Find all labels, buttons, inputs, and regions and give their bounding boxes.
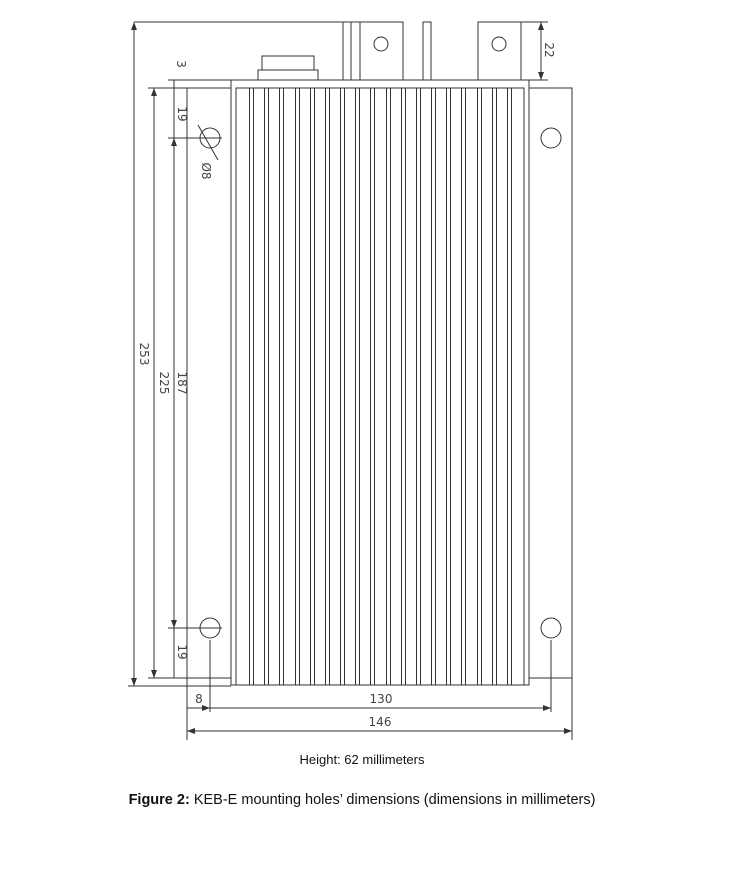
right-flange — [529, 88, 572, 678]
figure-label: Figure 2: — [128, 792, 190, 808]
figure-caption-text: KEB-E mounting holes’ dimensions (dimensions in millimeters) — [193, 792, 596, 808]
dim-label-253: 253 — [137, 342, 151, 366]
dim-label-diameter: Ø8 — [199, 162, 213, 180]
signal-connector — [258, 70, 318, 80]
dim-label-130: 130 — [369, 692, 393, 706]
height-note: Height: 62 millimeters — [299, 752, 425, 767]
controller-body — [231, 80, 529, 685]
dim-label-8: 8 — [195, 692, 203, 706]
dim-label-19-top: 19 — [175, 106, 189, 122]
dim-label-146: 146 — [368, 715, 392, 729]
dim-label-3: 3 — [174, 60, 188, 68]
mounting-hole-top-right — [541, 128, 561, 148]
dim-label-19-bottom: 19 — [175, 644, 189, 660]
heatsink-fins — [250, 88, 512, 685]
dim-label-187: 187 — [175, 371, 189, 395]
terminal-post-1 — [343, 22, 351, 80]
terminal-post-2 — [423, 22, 431, 80]
signal-connector-top — [262, 56, 314, 70]
terminal-hole-left — [374, 37, 388, 51]
figure-caption — [0, 792, 724, 808]
dim-label-225: 225 — [157, 371, 171, 395]
mounting-hole-bottom-right — [541, 618, 561, 638]
dim-label-22: 22 — [542, 42, 556, 58]
terminal-hole-right — [492, 37, 506, 51]
